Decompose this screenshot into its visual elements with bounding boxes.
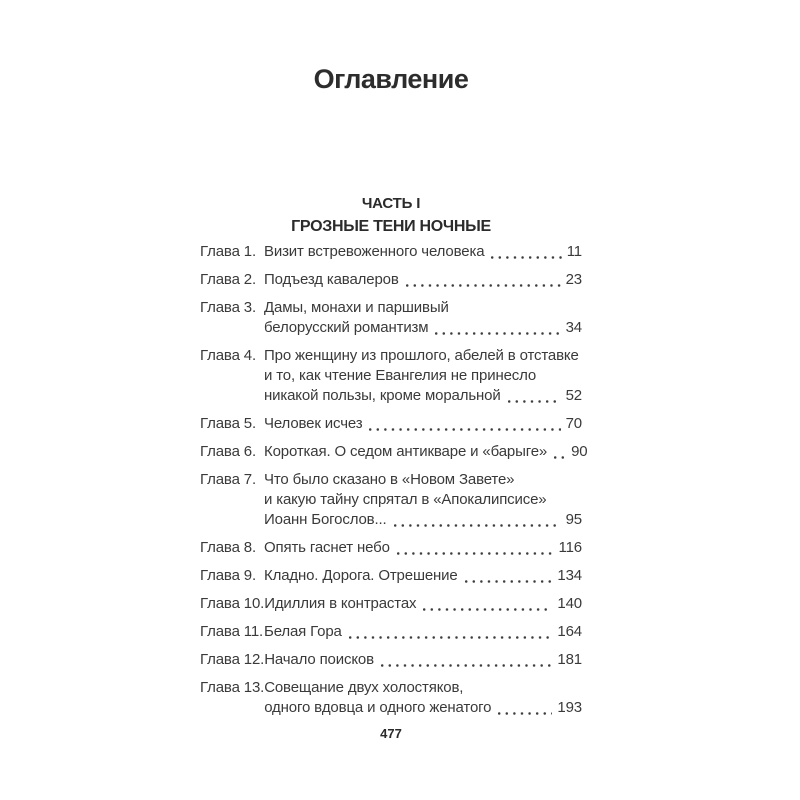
chapter-title-line: Про женщину из прошлого, абелей в отставке [264,347,579,364]
chapter-page-number: 181 [557,651,582,668]
chapter-page-number: 164 [557,623,582,640]
chapter-last-line [264,270,582,290]
chapter-title-text: Белая Гора [264,623,342,640]
chapter-body [264,594,582,614]
chapter-entry[interactable] [200,678,582,718]
chapter-page-number: 95 [565,511,582,528]
toc-entries [200,242,588,718]
chapter-last-line [264,698,582,718]
chapter-title-line: Совещание двух холостяков, [264,679,464,696]
chapter-last-line [264,386,582,406]
chapter-body [264,538,582,558]
chapter-entry[interactable] [200,594,582,614]
chapter-last-line [264,538,582,558]
chapter-page-number: 140 [557,595,582,612]
part-kicker: ЧАСТЬ I [361,195,421,212]
chapter-page-number: 11 [566,243,582,260]
chapter-last-line [264,566,582,586]
chapter-label: Глава 11. [200,623,264,640]
chapter-label: Глава 13. [200,679,265,696]
chapter-last-line [264,242,582,262]
chapter-entry[interactable] [200,622,582,642]
dot-leader [369,428,560,431]
chapter-body [264,242,582,262]
chapter-title-text: Начало поисков [264,651,374,668]
folio-page-number: 477 [380,726,402,741]
chapter-last-line [264,594,582,614]
chapter-title-line: и какую тайну спрятал в «Апокалипсисе» [264,491,547,508]
chapter-entry[interactable] [200,346,582,406]
chapter-page-number: 23 [565,271,582,288]
chapter-page-number: 134 [557,567,582,584]
dot-leader [423,608,552,611]
chapter-body [264,442,588,462]
chapter-body [264,470,582,530]
chapter-last-line [264,510,582,530]
chapter-last-line [264,622,582,642]
chapter-label: Глава 4. [200,347,256,364]
chapter-entry[interactable] [200,414,582,434]
chapter-title-text: белорусский романтизм [264,319,429,336]
dot-leader [491,256,561,259]
chapter-entry[interactable] [200,566,582,586]
chapter-title-line: и то, как чтение Евангелия не принесло [264,367,537,384]
chapter-entry[interactable] [200,298,582,338]
chapter-page-number: 90 [571,443,588,460]
chapter-body [264,678,582,718]
chapter-label: Глава 6. [200,443,256,460]
chapter-title-text: Кладно. Дорога. Отрешение [264,567,458,584]
chapter-last-line [264,318,582,338]
chapter-label: Глава 8. [200,539,256,556]
chapter-last-line [264,414,582,434]
chapter-entry[interactable] [200,470,582,530]
dot-leader [498,712,552,715]
dot-leader [349,636,553,639]
chapter-body [264,346,582,406]
dot-leader [508,400,561,403]
chapter-page-number: 70 [565,415,582,432]
page-title: Оглавление [313,64,469,94]
chapter-label: Глава 3. [200,299,256,316]
chapter-entry[interactable] [200,442,588,462]
chapter-title-text: одного вдовца и одного женатого [264,699,492,716]
chapter-label: Глава 2. [200,271,256,288]
part-title: ГРОЗНЫЕ ТЕНИ НОЧНЫЕ [291,218,491,235]
chapter-last-line [264,650,582,670]
chapter-entry[interactable] [200,270,582,290]
chapter-label: Глава 12. [200,651,265,668]
chapter-body [264,414,582,434]
chapter-title-text: никакой пользы, кроме моральной [264,387,501,404]
chapter-label: Глава 10. [200,595,265,612]
chapter-label: Глава 5. [200,415,256,432]
chapter-body [264,298,582,338]
chapter-label: Глава 7. [200,471,256,488]
chapter-body [264,650,582,670]
chapter-title-text: Опять гаснет небо [264,539,390,556]
chapter-label: Глава 1. [200,243,256,260]
dot-leader [554,456,566,459]
chapter-title-text: Человек исчез [264,415,363,432]
chapter-body [264,270,582,290]
chapter-last-line [264,442,588,462]
chapter-page-number: 116 [558,539,582,556]
chapter-entry[interactable] [200,650,582,670]
chapter-title-text: Подъезд кавалеров [264,271,399,288]
chapter-page-number: 52 [565,387,582,404]
chapter-entry[interactable] [200,538,582,558]
chapter-body [264,566,582,586]
chapter-title-line: Что было сказано в «Новом Завете» [264,471,515,488]
chapter-title-text: Короткая. О седом антикваре и «барыге» [264,443,548,460]
chapter-title-text: Иоанн Богослов... [264,511,387,528]
dot-leader [381,664,553,667]
chapter-page-number: 193 [557,699,582,716]
chapter-title-line: Дамы, монахи и паршивый [264,299,449,316]
dot-leader [397,552,554,555]
chapter-title-text: Идиллия в контрастах [264,595,417,612]
chapter-label: Глава 9. [200,567,256,584]
dot-leader [406,284,561,287]
chapter-entry[interactable] [200,242,582,262]
toc-content [200,62,588,718]
chapter-page-number: 34 [565,319,582,336]
dot-leader [394,524,561,527]
dot-leader [435,332,560,335]
chapter-body [264,622,582,642]
dot-leader [465,580,553,583]
chapter-title-text: Визит встревоженного человека [264,243,485,260]
